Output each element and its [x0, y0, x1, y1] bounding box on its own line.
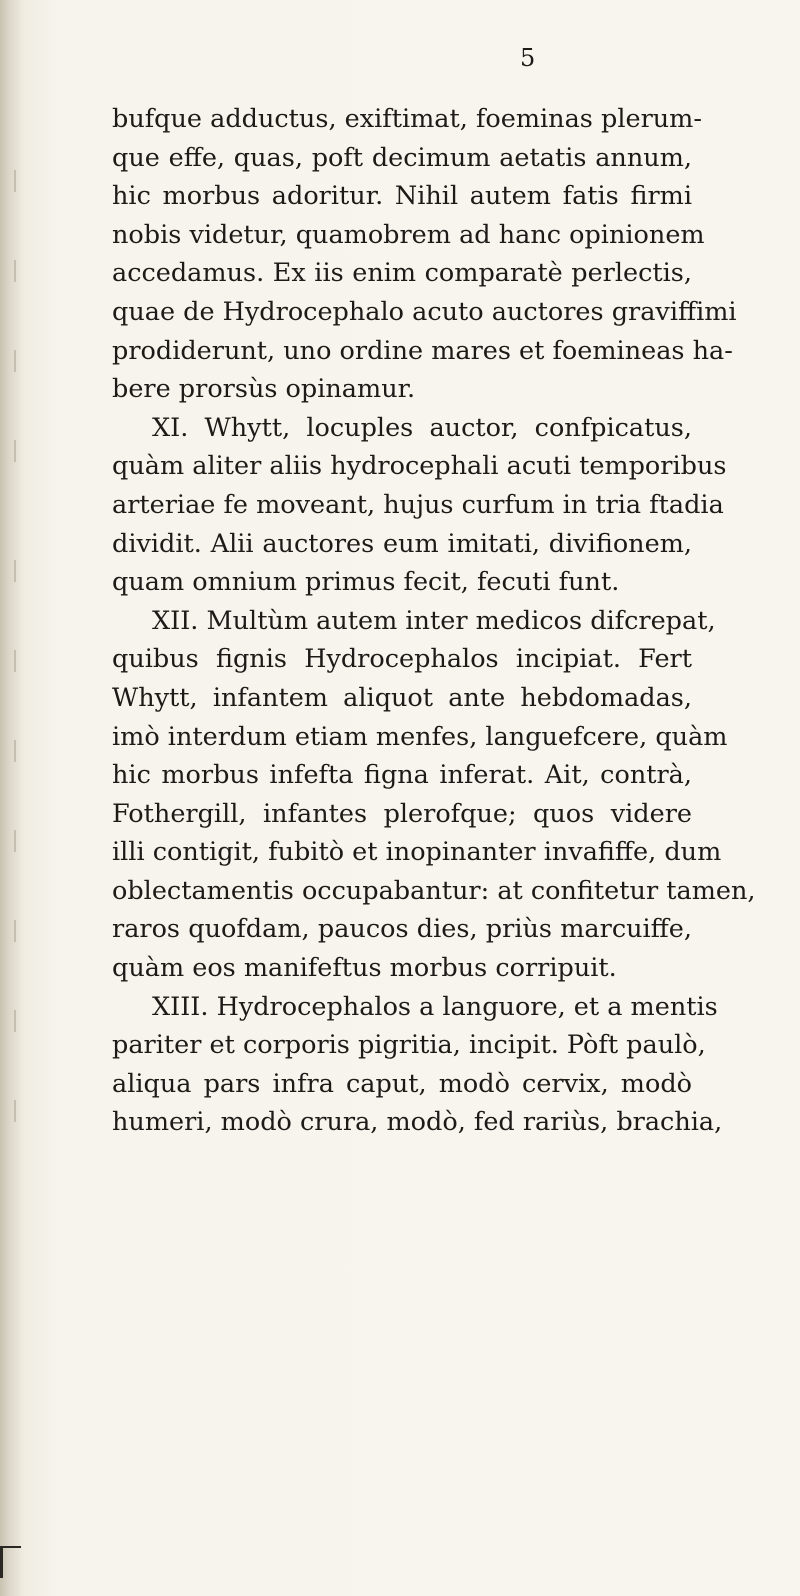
text-line: que effe, quas, poft decimum aetatis annum, [112, 142, 692, 173]
text-line: dividit. Alii auctores eum imitati, divifionem, [112, 528, 692, 559]
text-line: quàm eos manifeftus morbus corripuit. [112, 953, 617, 984]
text-line: quibus fignis Hydrocephalos incipiat. Fert [112, 644, 692, 675]
text-line: aliqua pars infra caput, modò cervix, modò [112, 1068, 692, 1099]
corner-mark [0, 1546, 21, 1578]
text-line: oblectamentis occupabantur: at confitetur tamen, [112, 875, 756, 906]
page-number: 5 [520, 44, 537, 72]
binding-mark [4, 830, 16, 852]
section-xii-start: XII. Multùm autem inter medicos difcrepat, [152, 605, 716, 636]
text-line: raros quofdam, paucos dies, priùs marcuiffe, [112, 914, 692, 945]
binding-mark [4, 260, 16, 282]
binding-mark [4, 920, 16, 942]
text-line: pariter et corporis pigritia, incipit. Pòft paulò, [112, 1030, 706, 1061]
text-line: quam omnium primus fecit, fecuti funt. [112, 567, 620, 598]
text-line: arteriae fe moveant, hujus curfum in tria ftadia [112, 489, 724, 520]
text-line: quàm aliter aliis hydrocephali acuti temporibus [112, 451, 727, 482]
text-line: Whytt, infantem aliquot ante hebdomadas, [112, 682, 692, 713]
binding-mark [4, 350, 16, 372]
section-xi-start: XI. Whytt, locuples auctor, confpicatus, [152, 412, 692, 443]
text-line: bere prorsùs opinamur. [112, 374, 416, 405]
text-line: illi contigit, fubitò et inopinanter invafiffe, dum [112, 837, 722, 868]
binding-mark [4, 440, 16, 462]
binding-mark [4, 1010, 16, 1032]
body-text [112, 100, 756, 1142]
text-line: accedamus. Ex iis enim comparatè perlectis, [112, 258, 692, 289]
text-line: quae de Hydrocephalo acuto auctores graviffimi [112, 296, 737, 327]
text-line: prodiderunt, uno ordine mares et foemineas ha- [112, 335, 733, 366]
binding-mark [4, 650, 16, 672]
text-line: hic morbus adoritur. Nihil autem fatis firmi [112, 181, 692, 212]
page-binding-shadow [0, 0, 22, 1596]
text-line: hic morbus infefta figna inferat. Ait, contrà, [112, 760, 692, 791]
text-line: nobis videtur, quamobrem ad hanc opinionem [112, 219, 705, 250]
binding-mark [4, 170, 16, 192]
text-line: imò interdum etiam menfes, languefcere, quàm [112, 721, 728, 752]
text-line: bufque adductus, exiftimat, foeminas plerum- [112, 104, 702, 134]
binding-mark [4, 740, 16, 762]
binding-mark [4, 1100, 16, 1122]
text-line: Fothergill, infantes plerofque; quos videre [112, 798, 692, 829]
section-xiii-start: XIII. Hydrocephalos a languore, et a mentis [152, 991, 718, 1022]
binding-mark [4, 560, 16, 582]
text-line: humeri, modò crura, modò, fed rariùs, brachia, [112, 1107, 723, 1138]
